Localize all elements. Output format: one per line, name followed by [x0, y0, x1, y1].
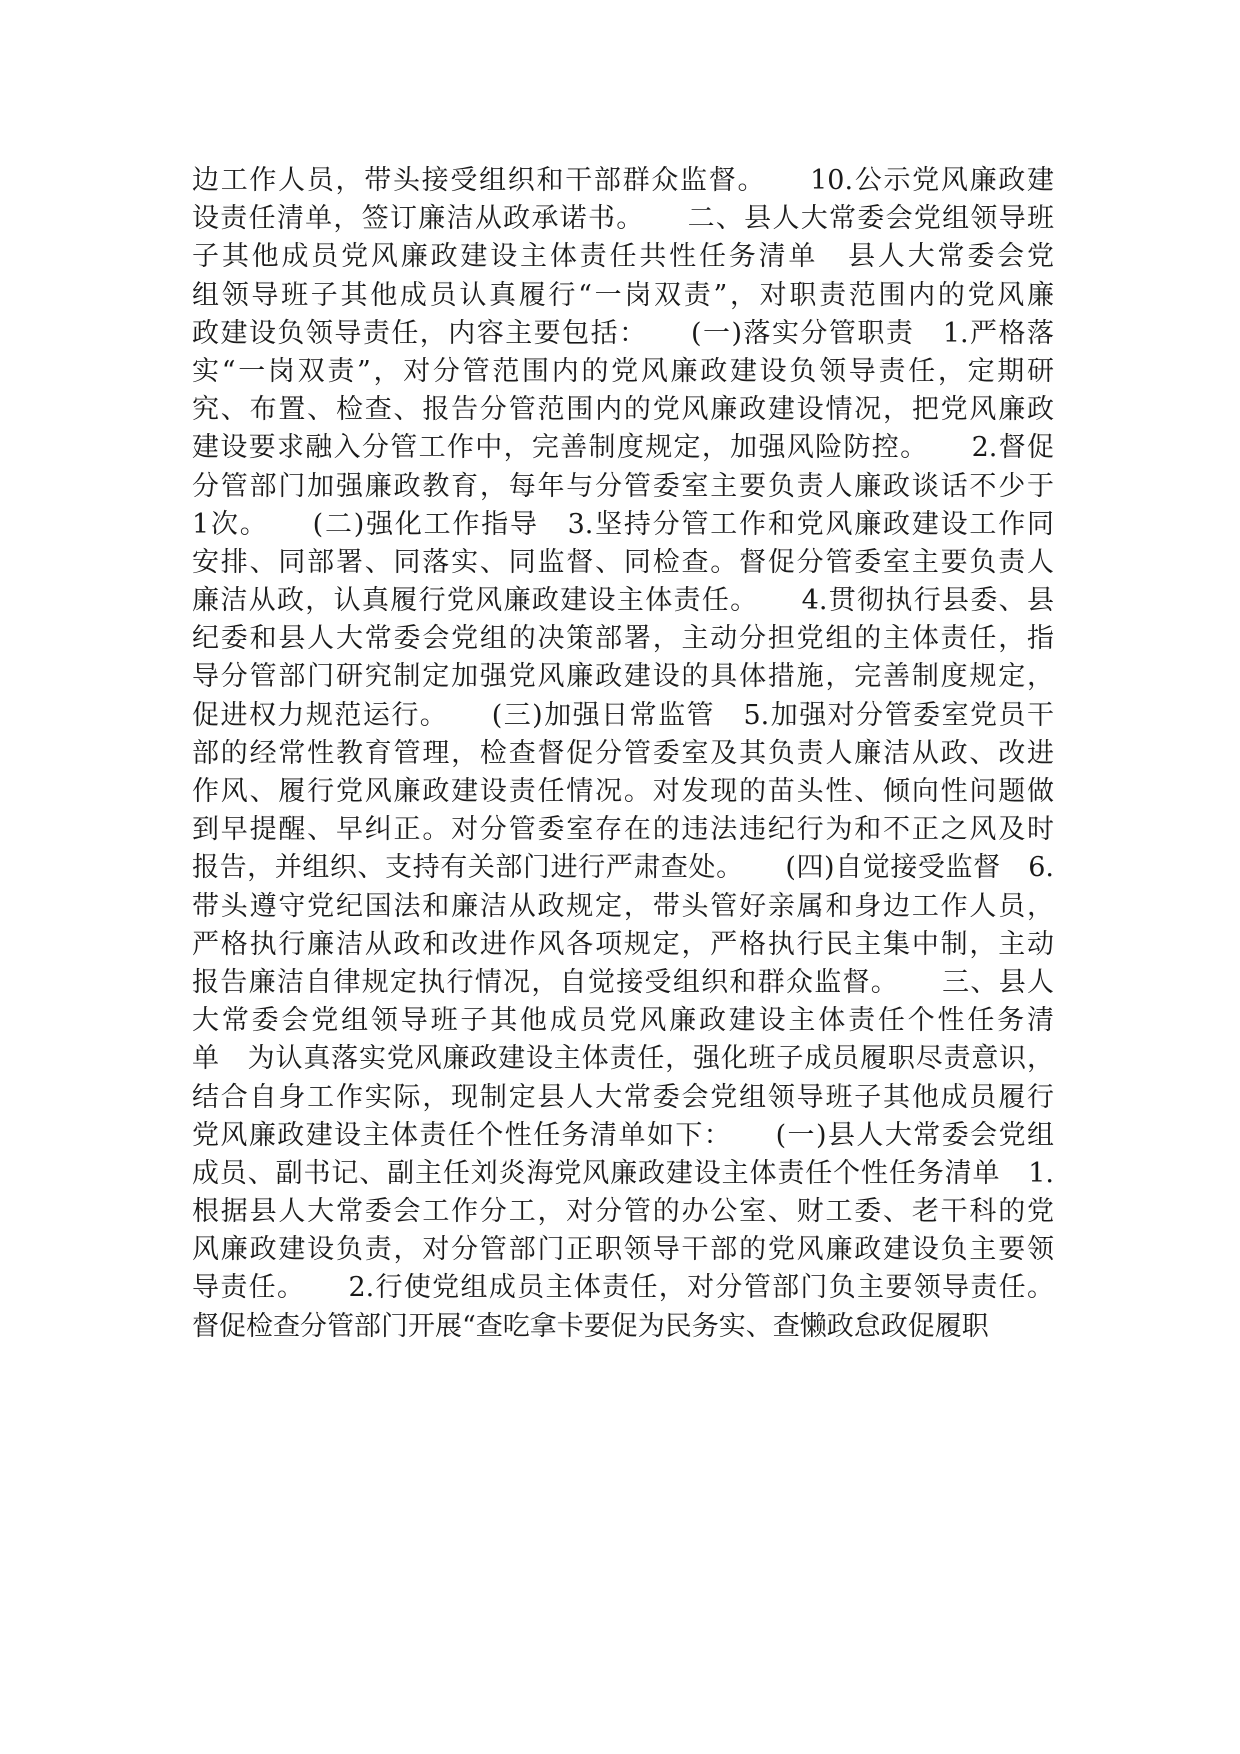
- text-line: 安排、同部署、同落实、同监督、同检查。督促分管委室主要负责人: [192, 546, 1054, 578]
- text-line: 督促检查分管部门开展“查吃拿卡要促为民务实、查懒政怠政促履职: [192, 1310, 989, 1342]
- text-line: 导责任。 2.行使党组成员主体责任，对分管部门负主要领导责任。: [192, 1272, 1054, 1304]
- text-line: 廉洁从政，认真履行党风廉政建设主体责任。 4.贯彻执行县委、县: [192, 585, 1054, 617]
- text-line: 分管部门加强廉政教育，每年与分管委室主要负责人廉政谈话不少于: [192, 470, 1054, 502]
- text-line: 带头遵守党纪国法和廉洁从政规定，带头管好亲属和身边工作人员，: [192, 890, 1054, 922]
- text-line: 政建设负领导责任，内容主要包括： (一)落实分管职责 1.严格落: [192, 317, 1054, 349]
- text-line: 设责任清单，签订廉洁从政承诺书。 二、县人大常委会党组领导班: [192, 203, 1054, 235]
- text-line: 成员、副书记、副主任刘炎海党风廉政建设主体责任个性任务清单 1.: [192, 1157, 1054, 1189]
- text-line: 严格执行廉洁从政和改进作风各项规定，严格执行民主集中制，主动: [192, 928, 1054, 960]
- text-line: 报告廉洁自律规定执行情况，自觉接受组织和群众监督。 三、县人: [192, 966, 1054, 998]
- text-line: 组领导班子其他成员认真履行“一岗双责”，对职责范围内的党风廉: [192, 279, 1054, 311]
- text-line: 导分管部门研究制定加强党风廉政建设的具体措施，完善制度规定，: [192, 661, 1054, 693]
- text-line: 风廉政建设负责，对分管部门正职领导干部的党风廉政建设负主要领: [192, 1234, 1054, 1266]
- text-line: 部的经常性教育管理，检查督促分管委室及其负责人廉洁从政、改进: [192, 737, 1054, 769]
- text-line: 建设要求融入分管工作中，完善制度规定，加强风险防控。 2.督促: [192, 432, 1054, 464]
- text-line: 结合自身工作实际，现制定县人大常委会党组领导班子其他成员履行: [192, 1081, 1054, 1113]
- text-line: 实“一岗双责”，对分管范围内的党风廉政建设负领导责任，定期研: [192, 355, 1054, 387]
- text-line: 到早提醒、早纠正。对分管委室存在的违法违纪行为和不正之风及时: [192, 814, 1054, 846]
- text-line: 报告，并组织、支持有关部门进行严肃查处。 (四)自觉接受监督 6.: [192, 852, 1054, 884]
- text-line: 1次。 (二)强化工作指导 3.坚持分管工作和党风廉政建设工作同: [192, 508, 1054, 540]
- text-line: 单 为认真落实党风廉政建设主体责任，强化班子成员履职尽责意识，: [192, 1043, 1054, 1075]
- text-line: 根据县人大常委会工作分工，对分管的办公室、财工委、老干科的党: [192, 1196, 1054, 1228]
- text-line: 边工作人员，带头接受组织和干部群众监督。 10.公示党风廉政建: [192, 165, 1054, 196]
- text-line: 大常委会党组领导班子其他成员党风廉政建设主体责任个性任务清: [192, 1005, 1054, 1037]
- document-body: [192, 162, 1054, 1346]
- text-line: 作风、履行党风廉政建设责任情况。对发现的苗头性、倾向性问题做: [192, 776, 1054, 807]
- text-line: 子其他成员党风廉政建设主体责任共性任务清单 县人大常委会党: [192, 241, 1054, 273]
- text-line: 纪委和县人大常委会党组的决策部署，主动分担党组的主体责任，指: [192, 623, 1054, 655]
- text-line: 党风廉政建设主体责任个性任务清单如下： (一)县人大常委会党组: [192, 1119, 1054, 1151]
- text-line: 促进权力规范运行。 (三)加强日常监管 5.加强对分管委室党员干: [192, 699, 1054, 731]
- text-line: 究、布置、检查、报告分管范围内的党风廉政建设情况，把党风廉政: [192, 394, 1054, 426]
